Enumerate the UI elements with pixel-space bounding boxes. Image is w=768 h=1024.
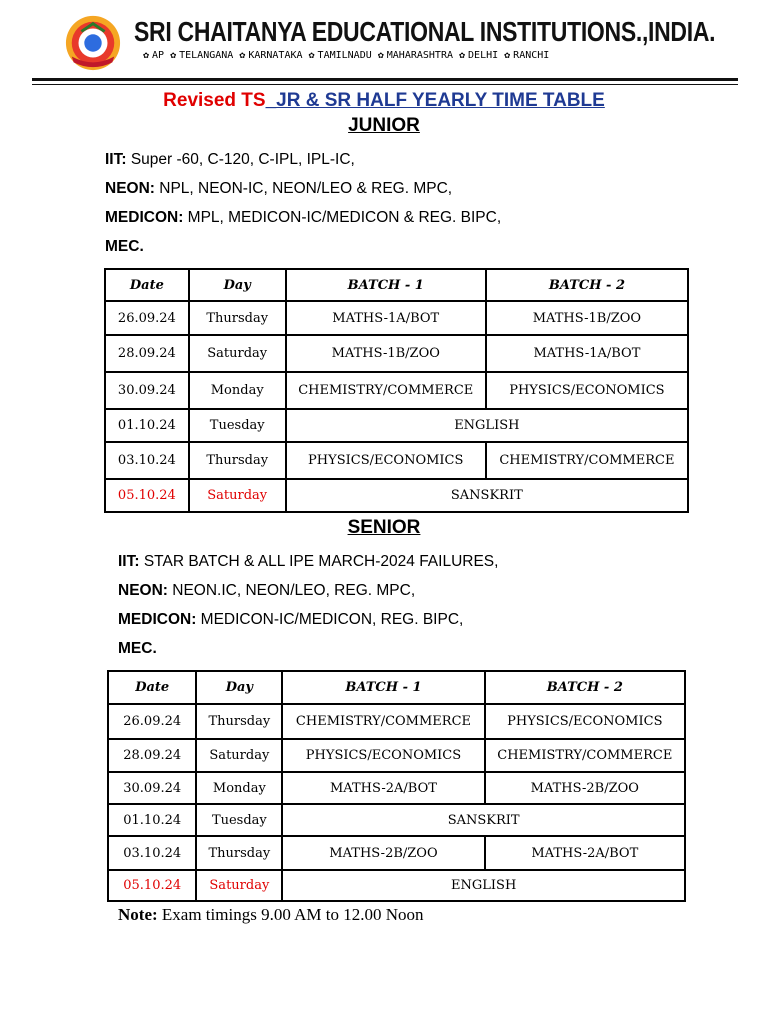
batch2-cell: CHEMISTRY/COMMERCE — [486, 442, 688, 479]
exam-timing-note — [118, 905, 424, 925]
category-label: NEON: — [105, 180, 155, 197]
flower-icon: ✿ — [377, 50, 384, 61]
category-text: Super -60, C-120, C-IPL, IPL-IC, — [126, 151, 355, 168]
state-name: AP — [152, 50, 165, 61]
flower-icon: ✿ — [239, 50, 246, 61]
batch2-cell: MATHS-1A/BOT — [486, 335, 688, 372]
table-row — [108, 704, 685, 739]
state-item — [170, 50, 233, 61]
table-row — [105, 335, 688, 372]
flower-icon: ✿ — [308, 50, 315, 61]
table-row — [108, 836, 685, 870]
combined-batch-cell: SANSKRIT — [286, 479, 688, 512]
date-cell: 26.09.24 — [105, 301, 189, 335]
category-text: NEON.IC, NEON/LEO, REG. MPC, — [167, 582, 416, 599]
date-cell: 30.09.24 — [108, 772, 196, 804]
date-cell: 05.10.24 — [108, 870, 196, 901]
category-label: IIT: — [105, 151, 127, 168]
batch2-cell: MATHS-1B/ZOO — [486, 301, 688, 335]
table-row — [108, 772, 685, 804]
senior-heading: SENIOR — [347, 517, 421, 538]
batch1-cell: PHYSICS/ECONOMICS — [286, 442, 486, 479]
column-header: Day — [189, 269, 286, 301]
header-rule-thick — [32, 78, 738, 81]
day-cell: Thursday — [196, 704, 282, 739]
table-row — [105, 301, 688, 335]
batch2-cell: PHYSICS/ECONOMICS — [485, 704, 685, 739]
column-header: Day — [196, 671, 282, 704]
batch1-cell: CHEMISTRY/COMMERCE — [286, 372, 486, 409]
junior-category-line — [105, 151, 355, 169]
flower-icon: ✿ — [459, 50, 466, 61]
senior-timetable — [107, 670, 686, 902]
category-text: MPL, MEDICON-IC/MEDICON & REG. BIPC, — [183, 209, 502, 226]
senior-category-line — [118, 553, 498, 571]
state-item — [143, 50, 164, 61]
column-header: BATCH - 1 — [286, 269, 486, 301]
table-row — [108, 804, 685, 836]
date-cell: 28.09.24 — [108, 739, 196, 772]
category-label: MEC. — [105, 238, 144, 255]
senior-category-line — [118, 611, 463, 629]
combined-batch-cell: ENGLISH — [286, 409, 688, 442]
table-row — [108, 739, 685, 772]
date-cell: 03.10.24 — [105, 442, 189, 479]
batch2-cell: CHEMISTRY/COMMERCE — [485, 739, 685, 772]
category-text: MEDICON-IC/MEDICON, REG. BIPC, — [196, 611, 464, 628]
states-list — [143, 50, 549, 61]
table-row — [105, 479, 688, 512]
state-name: TAMILNADU — [317, 50, 372, 61]
day-cell: Thursday — [189, 301, 286, 335]
column-header: BATCH - 2 — [486, 269, 688, 301]
day-cell: Saturday — [189, 335, 286, 372]
state-name: TELANGANA — [179, 50, 234, 61]
institution-logo — [64, 14, 122, 72]
table-row — [105, 372, 688, 409]
batch2-cell: MATHS-2A/BOT — [485, 836, 685, 870]
column-header: BATCH - 1 — [282, 671, 484, 704]
batch1-cell: MATHS-1A/BOT — [286, 301, 486, 335]
page-title — [0, 90, 768, 112]
state-item — [378, 50, 453, 61]
table-row — [105, 442, 688, 479]
date-cell: 28.09.24 — [105, 335, 189, 372]
category-label: NEON: — [118, 582, 168, 599]
table-header-row — [105, 269, 688, 301]
category-label: MEDICON: — [105, 209, 184, 226]
title-revised: Revised TS — [163, 90, 266, 111]
senior-category-line — [118, 582, 415, 600]
date-cell: 05.10.24 — [105, 479, 189, 512]
state-item — [239, 50, 302, 61]
state-name: MAHARASHTRA — [386, 50, 453, 61]
day-cell: Saturday — [196, 870, 282, 901]
junior-timetable — [104, 268, 689, 513]
batch1-cell: CHEMISTRY/COMMERCE — [282, 704, 484, 739]
batch1-cell: MATHS-2A/BOT — [282, 772, 484, 804]
batch2-cell: PHYSICS/ECONOMICS — [486, 372, 688, 409]
column-header: BATCH - 2 — [485, 671, 685, 704]
junior-category-line — [105, 238, 144, 256]
state-item — [504, 50, 549, 61]
date-cell: 01.10.24 — [108, 804, 196, 836]
day-cell: Thursday — [189, 442, 286, 479]
note-label: Note: — [118, 905, 158, 924]
date-cell: 30.09.24 — [105, 372, 189, 409]
senior-category-line — [118, 640, 157, 658]
title-main: _JR & SR HALF YEARLY TIME TABLE — [265, 90, 605, 111]
day-cell: Monday — [189, 372, 286, 409]
combined-batch-cell: ENGLISH — [282, 870, 685, 901]
category-label: MEC. — [118, 640, 157, 657]
institution-name: SRI CHAITANYA EDUCATIONAL INSTITUTIONS.,INDIA. — [134, 16, 716, 48]
table-row — [105, 409, 688, 442]
category-label: IIT: — [118, 553, 140, 570]
day-cell: Tuesday — [189, 409, 286, 442]
flower-icon: ✿ — [504, 50, 511, 61]
table-row — [108, 870, 685, 901]
state-item — [459, 50, 498, 61]
flower-icon: ✿ — [170, 50, 177, 61]
header-rule-thin — [32, 84, 738, 85]
note-text: Exam timings 9.00 AM to 12.00 Noon — [157, 905, 424, 924]
state-item — [309, 50, 372, 61]
batch1-cell: MATHS-2B/ZOO — [282, 836, 484, 870]
junior-category-line — [105, 180, 452, 198]
combined-batch-cell: SANSKRIT — [282, 804, 685, 836]
day-cell: Saturday — [196, 739, 282, 772]
date-cell: 01.10.24 — [105, 409, 189, 442]
junior-category-line — [105, 209, 501, 227]
day-cell: Saturday — [189, 479, 286, 512]
state-name: KARNATAKA — [248, 50, 303, 61]
batch2-cell: MATHS-2B/ZOO — [485, 772, 685, 804]
column-header: Date — [105, 269, 189, 301]
category-text: NPL, NEON-IC, NEON/LEO & REG. MPC, — [154, 180, 453, 197]
junior-heading: JUNIOR — [348, 115, 420, 136]
category-label: MEDICON: — [118, 611, 197, 628]
date-cell: 03.10.24 — [108, 836, 196, 870]
day-cell: Tuesday — [196, 804, 282, 836]
batch1-cell: MATHS-1B/ZOO — [286, 335, 486, 372]
batch1-cell: PHYSICS/ECONOMICS — [282, 739, 484, 772]
date-cell: 26.09.24 — [108, 704, 196, 739]
state-name: DELHI — [468, 50, 499, 61]
flower-icon: ✿ — [143, 50, 150, 61]
table-header-row — [108, 671, 685, 704]
day-cell: Monday — [196, 772, 282, 804]
category-text: STAR BATCH & ALL IPE MARCH-2024 FAILURES, — [139, 553, 499, 570]
state-name: RANCHI — [513, 50, 550, 61]
column-header: Date — [108, 671, 196, 704]
day-cell: Thursday — [196, 836, 282, 870]
